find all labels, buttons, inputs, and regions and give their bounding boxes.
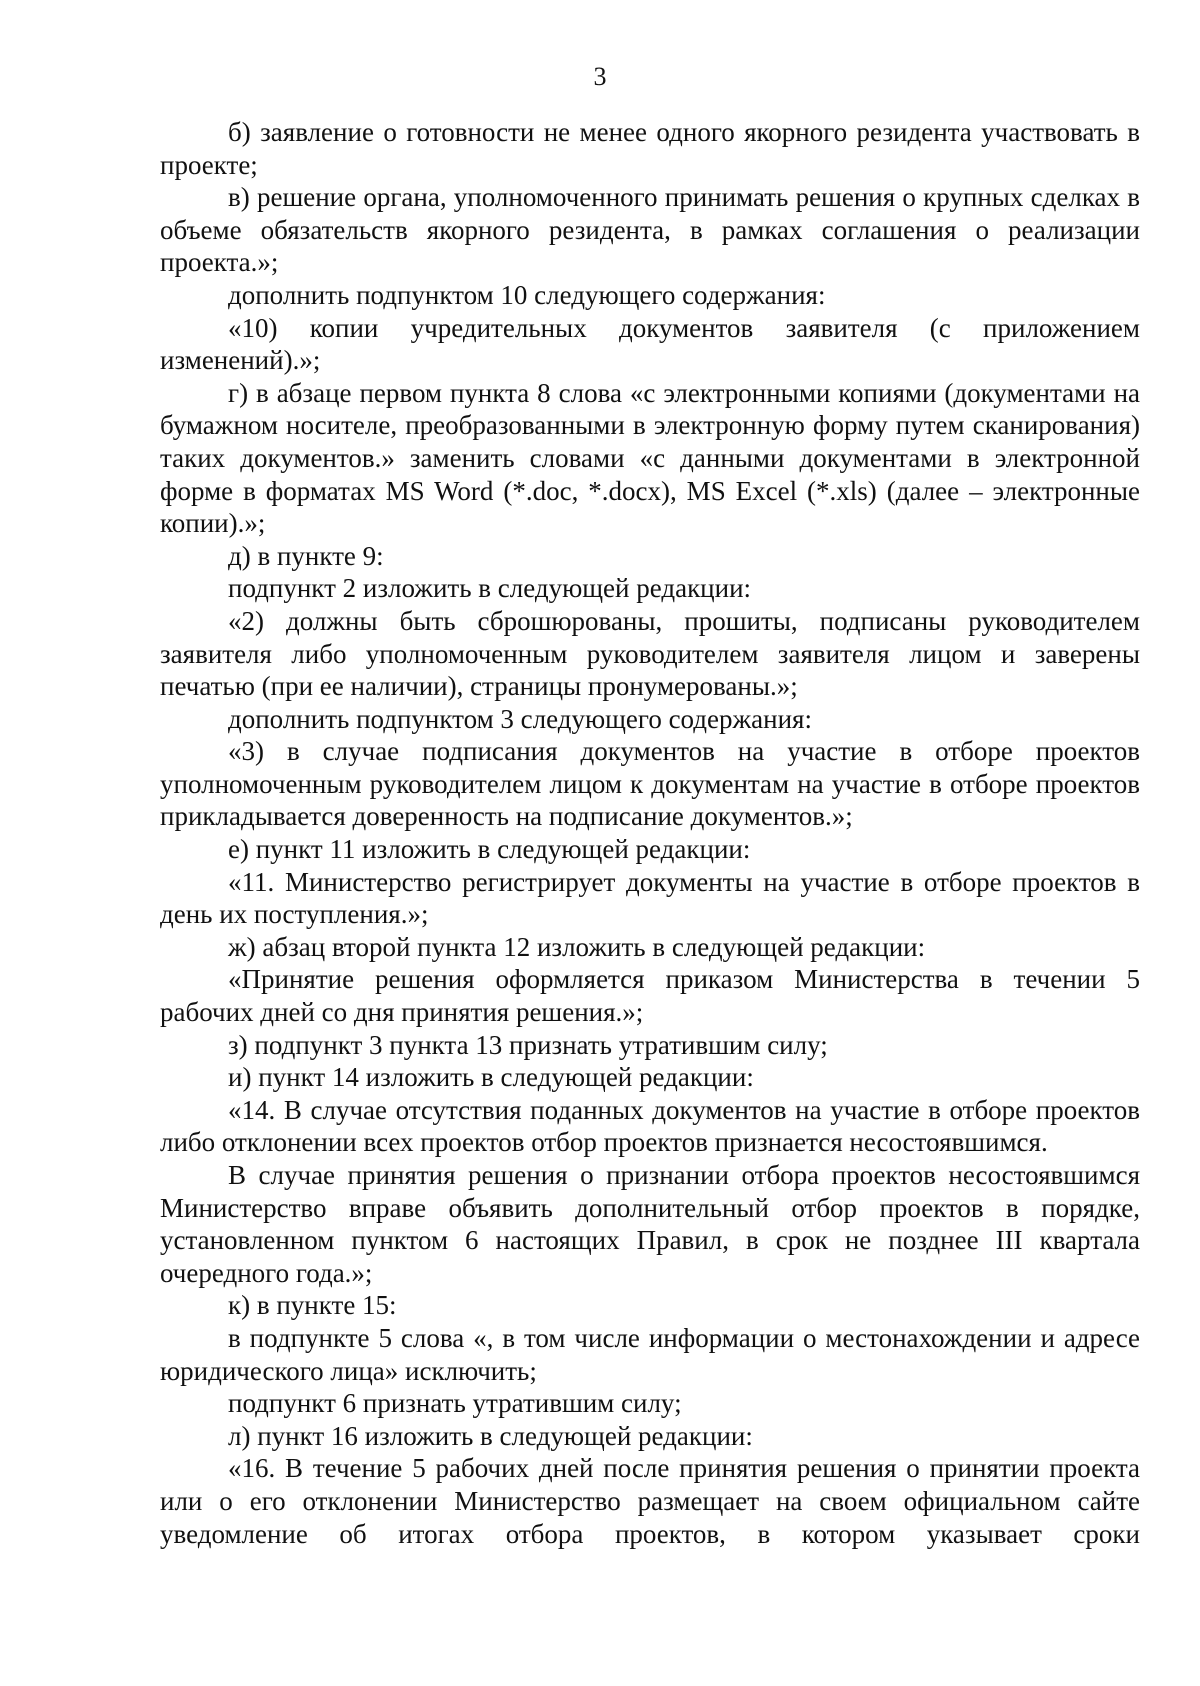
paragraph: з) подпункт 3 пункта 13 признать утратившим силу; xyxy=(228,1029,828,1060)
paragraph: «10) копии учредительных документов заявителя (с приложением изменений).»; xyxy=(160,312,1140,376)
document-body xyxy=(160,116,1140,1550)
paragraph: в подпункте 5 слова «, в том числе информации о местонахождении и адресе юридического лица» исключить; xyxy=(160,1322,1140,1386)
paragraph: л) пункт 16 изложить в следующей редакции: xyxy=(228,1420,753,1451)
paragraph: В случае принятия решения о признании отбора проектов несостоявшимся Министерство вправе объявить дополнительный отбор проектов в порядке, установленном пунктом 6 настоящих Правил, в срок не позднее III квартала очередного года.»; xyxy=(160,1160,1140,1288)
paragraph: г) в абзаце первом пункта 8 слова «с электронными копиями (документами на бумажном носителе, преобразованными в электронную форму путем сканирования) таких документов.» заменить словами «с данными документами в электронной форме в форматах MS Word (*.doc, *.docx), MS Excel (*.xls) (далее – электронные копии).»; xyxy=(160,377,1140,539)
paragraph: «16. В течение 5 рабочих дней после принятия решения о принятии проекта или о его отклонении Министерство размещает на своем официальном сайте уведомление об итогах отбора проектов, в котором указывает сроки xyxy=(160,1453,1140,1549)
paragraph: к) в пункте 15: xyxy=(228,1290,397,1321)
paragraph: дополнить подпунктом 3 следующего содержания: xyxy=(228,703,812,734)
paragraph: и) пункт 14 изложить в следующей редакции: xyxy=(228,1062,754,1093)
paragraph: ж) абзац второй пункта 12 изложить в следующей редакции: xyxy=(228,931,926,962)
paragraph: в) решение органа, уполномоченного принимать решения о крупных сделках в объеме обязательств якорного резидента, в рамках соглашения о реализации проекта.»; xyxy=(160,182,1140,278)
paragraph: «11. Министерство регистрирует документы на участие в отборе проектов в день их поступления.»; xyxy=(160,866,1140,930)
page-number: 3 xyxy=(593,62,607,91)
paragraph: «Принятие решения оформляется приказом Министерства в течении 5 рабочих дней со дня принятия решения.»; xyxy=(160,964,1140,1028)
paragraph: подпункт 6 признать утратившим силу; xyxy=(228,1388,682,1419)
paragraph: «3) в случае подписания документов на участие в отборе проектов уполномоченным руководителем лицом к документам на участие в отборе проектов прикладывается доверенность на подписание документов.»; xyxy=(160,736,1140,832)
paragraph: е) пункт 11 изложить в следующей редакции: xyxy=(228,834,751,865)
paragraph: дополнить подпунктом 10 следующего содержания: xyxy=(228,279,826,310)
paragraph: б) заявление о готовности не менее одного якорного резидента участвовать в проекте; xyxy=(160,117,1140,180)
paragraph: д) в пункте 9: xyxy=(228,540,384,571)
paragraph: «2) должны быть сброшюрованы, прошиты, подписаны руководителем заявителя либо уполномоченным руководителем заявителя лицом и заверены печатью (при ее наличии), страницы пронумерованы.»; xyxy=(160,605,1140,702)
paragraph: «14. В случае отсутствия поданных документов на участие в отборе проектов либо отклонении всех проектов отбор проектов признается несостоявшимся. xyxy=(160,1094,1140,1158)
paragraph: подпункт 2 изложить в следующей редакции: xyxy=(228,573,752,604)
